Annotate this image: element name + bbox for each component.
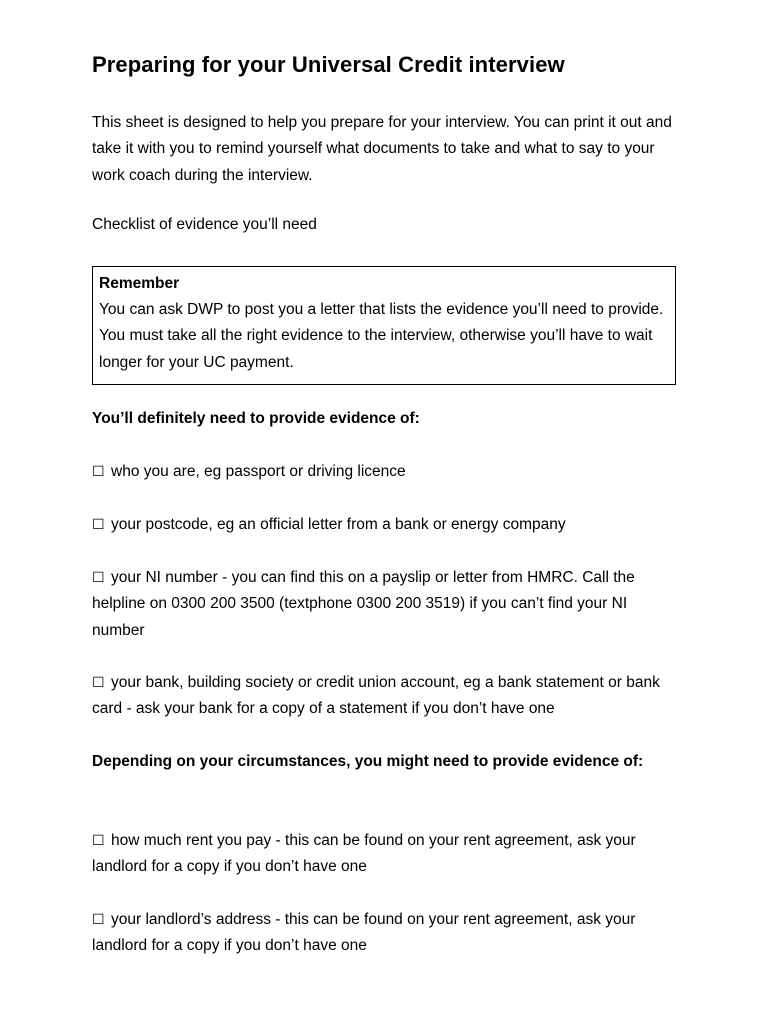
definitely-heading: You’ll definitely need to provide evidence of: bbox=[92, 410, 420, 427]
checkbox-icon: ☐ bbox=[92, 570, 105, 586]
checklist-item bbox=[92, 670, 676, 723]
remember-body: You can ask DWP to post you a letter that lists the evidence you’ll need to provide. You must take all the right evidence to the interview, otherwise you’ll have to wait longer for your UC payment. bbox=[99, 301, 664, 371]
intro-paragraph: This sheet is designed to help you prepare for your interview. You can print it out and take it with you to remind yourself what documents to take and what to say to your work coach during the interview. bbox=[92, 114, 672, 184]
checklist-item bbox=[92, 907, 676, 960]
checklist-item-text: your bank, building society or credit union account, eg a bank statement or bank card - ask your bank for a copy of a statement if you don’t have one bbox=[92, 674, 660, 718]
checklist-item-text: your postcode, eg an official letter from a bank or energy company bbox=[111, 516, 566, 533]
checkbox-icon: ☐ bbox=[92, 912, 105, 928]
checklist-item bbox=[92, 459, 676, 485]
checklist-item-text: your landlord’s address - this can be found on your rent agreement, ask your landlord for a copy if you don’t have one bbox=[92, 911, 636, 955]
checklist-item bbox=[92, 828, 676, 881]
checklist-item-text: your NI number - you can find this on a payslip or letter from HMRC. Call the helpline on 0300 200 3500 (textphone 0300 200 3519) if you can’t find your NI number bbox=[92, 569, 635, 639]
remember-box bbox=[92, 266, 676, 385]
checklist-item-text: who you are, eg passport or driving licence bbox=[111, 463, 406, 480]
page-title: Preparing for your Universal Credit interview bbox=[92, 52, 565, 77]
checklist-item-text: how much rent you pay - this can be found on your rent agreement, ask your landlord for a copy if you don’t have one bbox=[92, 832, 636, 876]
checkbox-icon: ☐ bbox=[92, 833, 105, 849]
depending-heading: Depending on your circumstances, you might need to provide evidence of: bbox=[92, 753, 644, 770]
checkbox-icon: ☐ bbox=[92, 464, 105, 480]
checklist-item bbox=[92, 565, 676, 644]
checkbox-icon: ☐ bbox=[92, 517, 105, 533]
remember-heading: Remember bbox=[99, 275, 180, 292]
checklist-heading: Checklist of evidence you’ll need bbox=[92, 216, 317, 233]
checkbox-icon: ☐ bbox=[92, 675, 105, 691]
checklist-item bbox=[92, 512, 676, 538]
